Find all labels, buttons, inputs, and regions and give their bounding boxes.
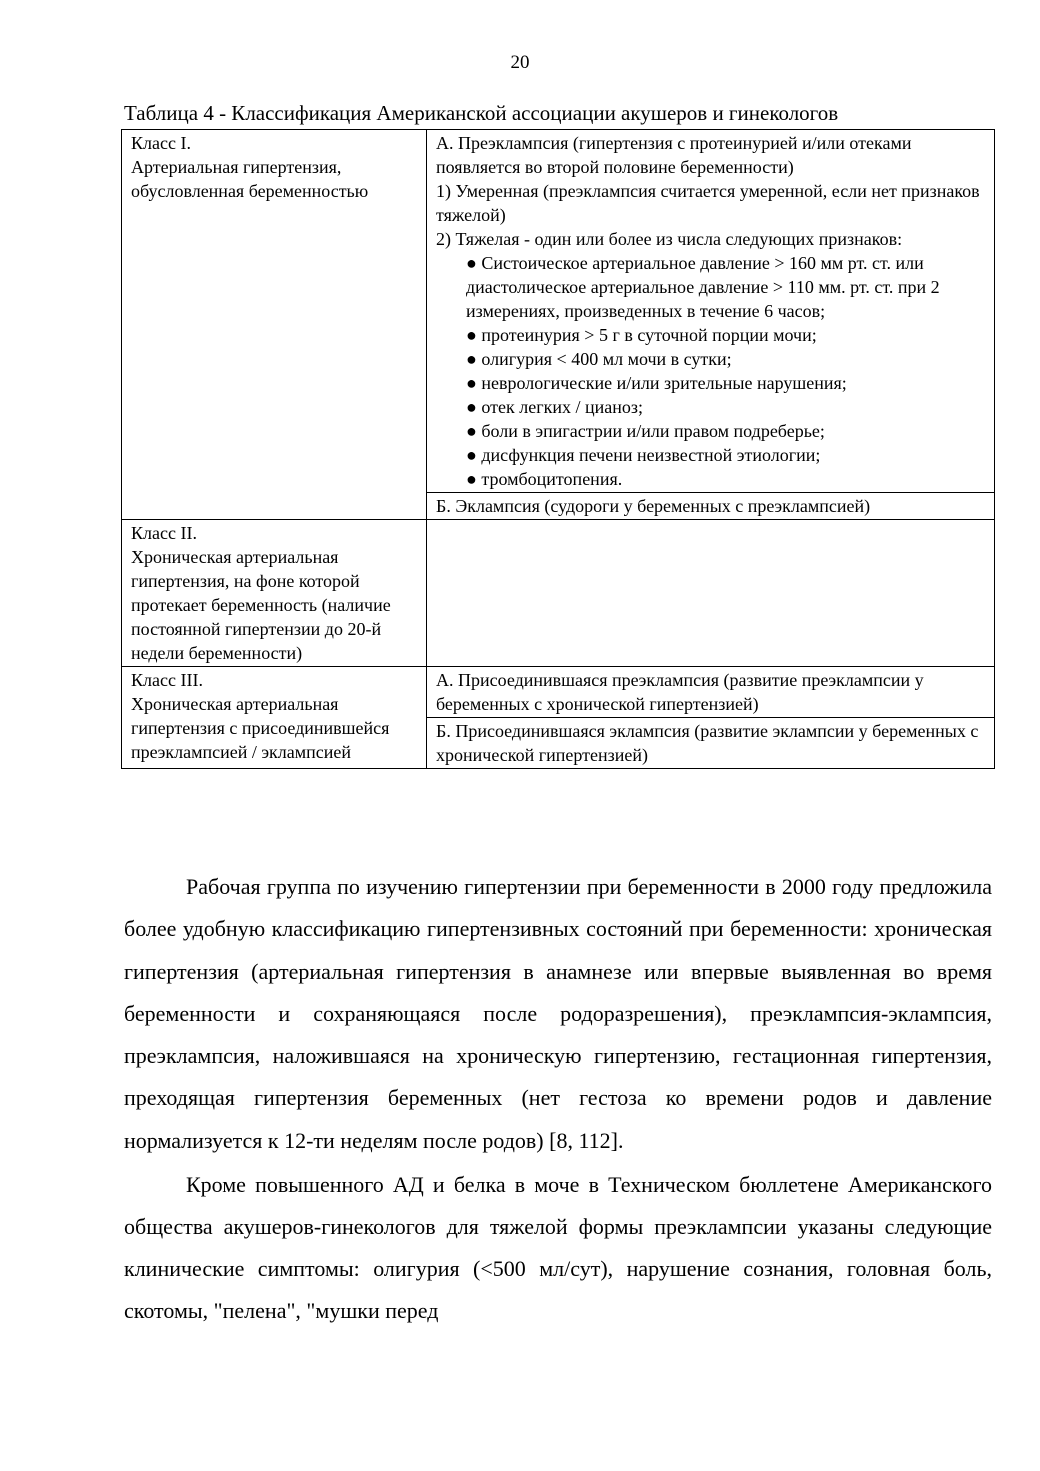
list-item: ● неврологические и/или зрительные нарушения; xyxy=(466,371,986,395)
class3-b-cell: Б. Присоединившаяся эклампсия (развитие эклампсии у беременных с хронической гипертензией) xyxy=(427,718,995,769)
classification-table xyxy=(121,129,995,769)
class2-cell xyxy=(122,520,427,667)
class1-a-heading: А. Преэклампсия (гипертензия с протеинурией и/или отеками появляется во второй половине беременности) xyxy=(436,133,912,177)
paragraph-1: Рабочая группа по изучению гипертензии при беременности в 2000 году предложила более удобную классификацию гипертензивных состояний при беременности: хроническая гипертензия (артериальная гипертензия в анамнезе или впервые выявленная во время беременности и сохраняющаяся после родоразрешения), преэклампсия-эклампсия, преэклампсия, наложившаяся на хроническую гипертензию, гестационная гипертензия, преходящая гипертензия беременных (нет гестоза ко времени родов и давление нормализуется к 12-ти неделям после родов) [8, 112]. xyxy=(124,874,992,1153)
class1-a-cell xyxy=(427,130,995,493)
class3-cell xyxy=(122,667,427,769)
list-item: ● тромбоцитопения. xyxy=(466,467,986,491)
list-item: ● боли в эпигастрии и/или правом подреберье; xyxy=(466,419,986,443)
list-item: ● Систоическое артериальное давление > 160 мм рт. ст. или диастолическое артериальное давление > 110 мм. рт. ст. при 2 измерениях, произведенных в течение 6 часов; xyxy=(466,251,986,323)
class2-empty-cell xyxy=(427,520,995,667)
page-number: 20 xyxy=(510,52,530,73)
class1-b-cell: Б. Эклампсия (судороги у беременных с преэклампсией) xyxy=(427,493,995,520)
class1-a-moderate: 1) Умеренная (преэклампсия считается умеренной, если нет признаков тяжелой) xyxy=(436,181,980,225)
list-item: ● олигурия < 400 мл мочи в сутки; xyxy=(466,347,986,371)
table-row-class1-a xyxy=(122,130,995,493)
class1-a-severe: 2) Тяжелая - один или более из числа следующих признаков: xyxy=(436,229,903,249)
class1-cell xyxy=(122,130,427,520)
class3-a-cell: А. Присоединившаяся преэклампсия (развитие преэклампсии у беременных с хронической гипертензией) xyxy=(427,667,995,718)
list-item: ● протеинурия > 5 г в суточной порции мочи; xyxy=(466,323,986,347)
class2-name: Хроническая артериальная гипертензия, на фоне которой протекает беременность (наличие постоянной гипертензии до 20-й недели беременности) xyxy=(131,547,391,663)
table-row-class2 xyxy=(122,520,995,667)
class1-title: Класс I. xyxy=(131,133,191,153)
paragraph-2: Кроме повышенного АД и белка в моче в Техническом бюллетене Американского общества акушеров-гинекологов для тяжелой формы преэклампсии указаны следующие клинические симптомы: олигурия (<500 мл/сут), нарушение сознания, головная боль, скотомы, "пелена", "мушки перед xyxy=(124,1171,992,1324)
severe-signs-list xyxy=(436,251,986,491)
table-caption: Таблица 4 - Классификация Американской ассоциации акушеров и гинекологов xyxy=(124,101,839,125)
class3-name: Хроническая артериальная гипертензия с присоединившейся преэклампсией / эклампсией xyxy=(131,694,390,762)
table-row-class3-a xyxy=(122,667,995,718)
class1-name: Артериальная гипертензия, обусловленная беременностью xyxy=(131,157,369,201)
body-text xyxy=(124,866,992,1334)
class3-title: Класс III. xyxy=(131,670,203,690)
list-item: ● отек легких / цианоз; xyxy=(466,395,986,419)
list-item: ● дисфункция печени неизвестной этиологии; xyxy=(466,443,986,467)
class2-title: Класс II. xyxy=(131,523,197,543)
